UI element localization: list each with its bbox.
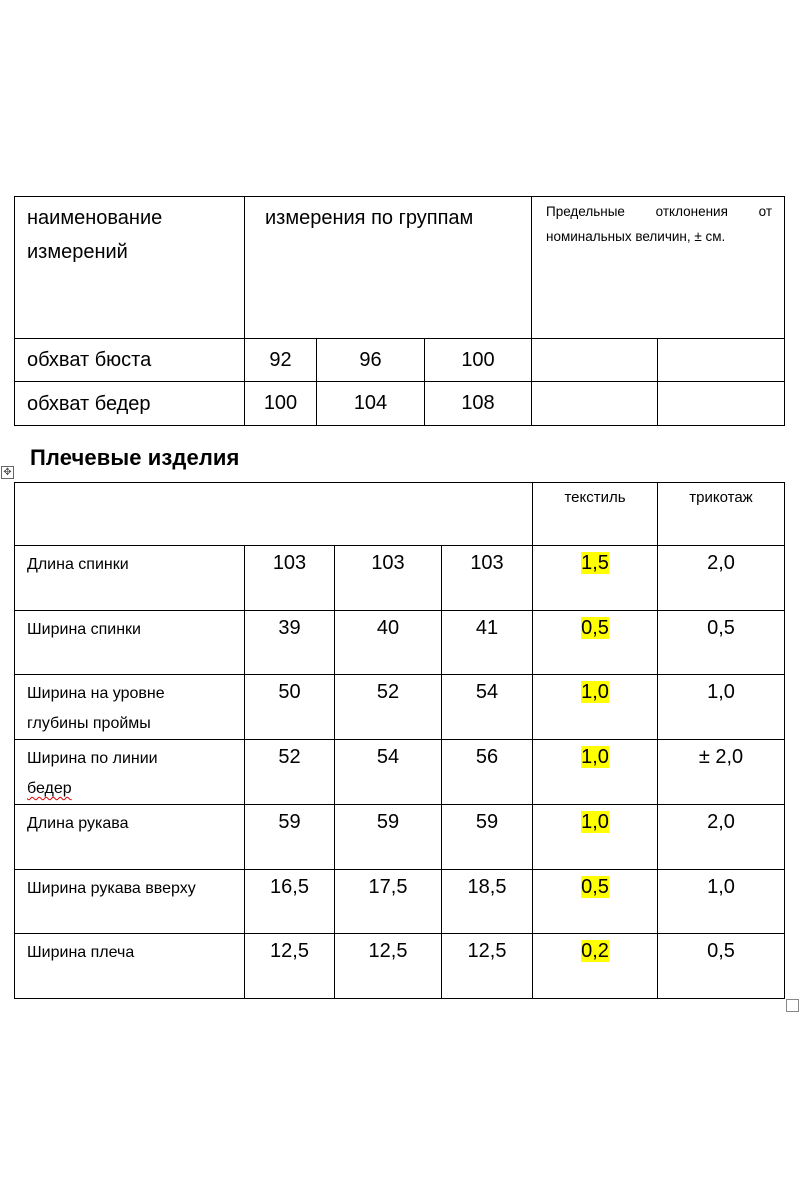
header-size-groups: измерения по группам: [245, 197, 532, 339]
row-label: Длина спинки: [15, 546, 245, 611]
cell-value: 59: [442, 805, 533, 870]
cell-value: 16,5: [245, 870, 335, 934]
table-row: [15, 546, 785, 611]
table-row: [15, 382, 785, 426]
row-label: Длина рукава: [15, 805, 245, 870]
row-label-line: глубины проймы: [27, 715, 151, 732]
cell-value: 103: [442, 546, 533, 611]
cell-value: 17,5: [335, 870, 442, 934]
cell-value: 52: [245, 740, 335, 805]
textile-deviation: [533, 546, 658, 611]
cell-value: 18,5: [442, 870, 533, 934]
cell-value: 54: [442, 675, 533, 740]
cell-value: 56: [442, 740, 533, 805]
cell-value: 41: [442, 611, 533, 675]
cell-value: 100: [245, 382, 317, 426]
cell-value: 103: [245, 546, 335, 611]
cell-value: 92: [245, 339, 317, 382]
row-label: [15, 740, 245, 805]
cell-value: 104: [317, 382, 425, 426]
knit-deviation: 1,0: [658, 675, 785, 740]
cell-value: 39: [245, 611, 335, 675]
textile-deviation: [533, 740, 658, 805]
row-label: обхват бедер: [15, 382, 245, 426]
cell-value: 103: [335, 546, 442, 611]
cell-value: 54: [335, 740, 442, 805]
table-move-handle-icon[interactable]: ✥: [1, 466, 14, 479]
row-label-line: Ширина по линии: [27, 750, 158, 767]
table-header-row: [15, 483, 785, 546]
highlighted-value: 0,5: [581, 617, 609, 639]
table-row: [15, 870, 785, 934]
cell-value: 40: [335, 611, 442, 675]
knit-deviation: 1,0: [658, 870, 785, 934]
cell-value: 108: [425, 382, 532, 426]
header-knitwear: трикотаж: [658, 483, 785, 546]
textile-deviation: [533, 675, 658, 740]
empty-cell: [532, 339, 658, 382]
header-measurement-name: наименование измерений: [15, 197, 245, 339]
row-label: Ширина плеча: [15, 934, 245, 999]
table-resize-handle-icon[interactable]: [786, 999, 799, 1012]
knit-deviation: 0,5: [658, 934, 785, 999]
empty-cell: [658, 382, 785, 426]
table-row: [15, 805, 785, 870]
cell-value: 52: [335, 675, 442, 740]
knit-deviation: 2,0: [658, 805, 785, 870]
row-label: Ширина спинки: [15, 611, 245, 675]
shoulder-garments-table: [14, 482, 785, 999]
highlighted-value: 0,2: [581, 940, 609, 962]
measurements-groups-table: [14, 196, 785, 426]
cell-value: 12,5: [442, 934, 533, 999]
textile-deviation: [533, 870, 658, 934]
textile-deviation: [533, 611, 658, 675]
empty-cell: [532, 382, 658, 426]
knit-deviation: ± 2,0: [658, 740, 785, 805]
empty-cell: [658, 339, 785, 382]
cell-value: 59: [335, 805, 442, 870]
cell-value: 100: [425, 339, 532, 382]
cell-value: 50: [245, 675, 335, 740]
knit-deviation: 0,5: [658, 611, 785, 675]
cell-value: 12,5: [335, 934, 442, 999]
header-textile: текстиль: [533, 483, 658, 546]
row-label-line: Ширина на уровне: [27, 685, 165, 702]
table-header-row: [15, 197, 785, 339]
table-row: [15, 740, 785, 805]
table-row: [15, 675, 785, 740]
highlighted-value: 1,0: [581, 681, 609, 703]
highlighted-value: 1,0: [581, 811, 609, 833]
knit-deviation: 2,0: [658, 546, 785, 611]
table-row: [15, 339, 785, 382]
cell-value: 12,5: [245, 934, 335, 999]
empty-header-cell: [15, 483, 533, 546]
textile-deviation: [533, 805, 658, 870]
table-row: [15, 934, 785, 999]
spellcheck-flagged-word: бедер: [27, 780, 72, 797]
table-row: [15, 611, 785, 675]
highlighted-value: 1,0: [581, 746, 609, 768]
highlighted-value: 1,5: [581, 552, 609, 574]
row-label: [15, 675, 245, 740]
highlighted-value: 0,5: [581, 876, 609, 898]
row-label: Ширина рукава вверху: [15, 870, 245, 934]
header-max-deviation: Предельные отклонения от номинальных величин, ± см.: [532, 197, 785, 339]
textile-deviation: [533, 934, 658, 999]
cell-value: 96: [317, 339, 425, 382]
row-label: обхват бюста: [15, 339, 245, 382]
cell-value: 59: [245, 805, 335, 870]
section-title: Плечевые изделия: [30, 445, 240, 470]
